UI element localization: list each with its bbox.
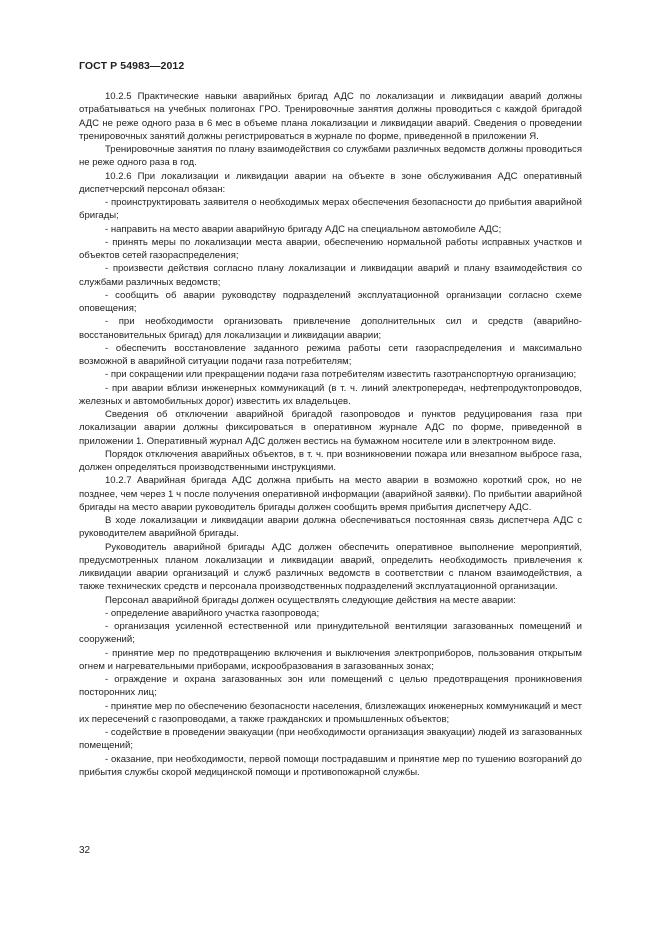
- list-item: - принятие мер по предотвращению включения и выключения электроприборов, пользования открытым огнем и нагревательными приборами, искрообразования в загазованных зонах;: [79, 647, 582, 672]
- list-item: - направить на место аварии аварийную бригаду АДС на специальном автомобиле АДС;: [105, 223, 502, 235]
- list-item: - содействие в проведении эвакуации (при необходимости организация эвакуации) людей из загазованных помещений;: [79, 727, 582, 752]
- paragraph: Тренировочные занятия по плану взаимодействия со службами различных ведомств должны проводиться не реже одного раза в год.: [79, 144, 582, 169]
- paragraph: Руководитель аварийной бригады АДС должен обеспечить оперативное выполнение мероприятий, предусмотренных планом локализации и ликвидации аварий, определить необходимость привлечения к ликвидации аварии организаций и служб различных ведомств в соответствии с планом взаимодействия, а также технических средств и персонала производственных подразделений эксплуатационной организации.: [79, 541, 582, 593]
- paragraph: Персонал аварийной бригады должен осуществлять следующие действия на месте аварии:: [105, 594, 516, 606]
- list-item: - принятие мер по обеспечению безопасности населения, близлежащих инженерных коммуникаций и мест их пересечений с газопроводами, а также гражданских и промышленных объектов;: [79, 700, 582, 725]
- list-item: - при необходимости организовать привлечение дополнительных сил и средств (аварийно-восстановительных бригад) для локализации и ликвидации аварии;: [79, 316, 582, 341]
- paragraph: 10.2.6 При локализации и ликвидации аварии на объекте в зоне обслуживания АДС оперативный диспетчерский персонал обязан:: [79, 170, 582, 195]
- list-item: - при сокращении или прекращении подачи газа потребителям известить газотранспортную организацию;: [105, 369, 577, 381]
- list-item: - ограждение и охрана загазованных зон или помещений с целью предотвращения проникновения посторонних лиц;: [79, 674, 582, 699]
- paragraph: Сведения об отключении аварийной бригадой газопроводов и пунктов редуцирования газа при локализации аварии должны фиксироваться в оперативном журнале АДС по форме, приведенной в приложении 1. Оперативный журнал АДС должен вестись на бумажном носителе или в электронном виде.: [79, 409, 582, 447]
- list-item: - при аварии вблизи инженерных коммуникаций (в т. ч. линий электропередач, нефтепродуктопроводов, железных и автомобильных дорог) известить их владельцев.: [79, 382, 582, 407]
- list-item: - сообщить об аварии руководству подразделений эксплуатационной организации согласно схеме оповещения;: [79, 289, 582, 314]
- list-item: - организация усиленной естественной или принудительной вентиляции загазованных помещений и сооружений;: [79, 621, 582, 646]
- list-item: - проинструктировать заявителя о необходимых мерах обеспечения безопасности до прибытия аварийной бригады;: [79, 197, 582, 222]
- paragraph: В ходе локализации и ликвидации аварии должна обеспечиваться постоянная связь диспетчера АДС с руководителем аварийной бригады.: [79, 515, 582, 540]
- paragraph: 10.2.7 Аварийная бригада АДС должна прибыть на место аварии в возможно короткий срок, но не позднее, чем через 1 ч после получения оперативной информации (аварийной заявки). По прибытии аварийной бригады на место аварии руководитель бригады должен сообщить время прибытия диспетчеру АДС.: [79, 475, 582, 513]
- paragraph: Порядок отключения аварийных объектов, в т. ч. при возникновении пожара или внезапном выбросе газа, должен определяться производственными инструкциями.: [79, 448, 582, 473]
- list-item: - принять меры по локализации места аварии, обеспечению нормальной работы исправных участков и объектов сетей газораспределения;: [79, 236, 582, 261]
- document-body: [79, 90, 582, 779]
- page-number: 32: [79, 845, 91, 856]
- list-item: - произвести действия согласно плану локализации и ликвидации аварий и плану взаимодействия со службами различных ведомств;: [79, 263, 582, 288]
- paragraph: 10.2.5 Практические навыки аварийных бригад АДС по локализации и ликвидации аварий должны отрабатываться на учебных полигонах ГРО. Тренировочные занятия должны проводиться с каждой бригадой АДС не реже одного раза в 6 мес в объеме плана локализации и ликвидации аварий. Сведения о проведении тренировочных занятий должны регистрироваться в журнале по форме, приведенной в приложении Я.: [79, 91, 582, 142]
- list-item: - обеспечить восстановление заданного режима работы сети газораспределения и максимально возможной в аварийной ситуации подачи газа потребителям;: [79, 342, 582, 367]
- list-item: - определение аварийного участка газопровода;: [105, 607, 320, 619]
- list-item: - оказание, при необходимости, первой помощи пострадавшим и принятие мер по тушению возгораний до прибытия службы скорой медицинской помощи и противопожарной службы.: [79, 753, 582, 778]
- document-header: ГОСТ Р 54983—2012: [79, 60, 185, 72]
